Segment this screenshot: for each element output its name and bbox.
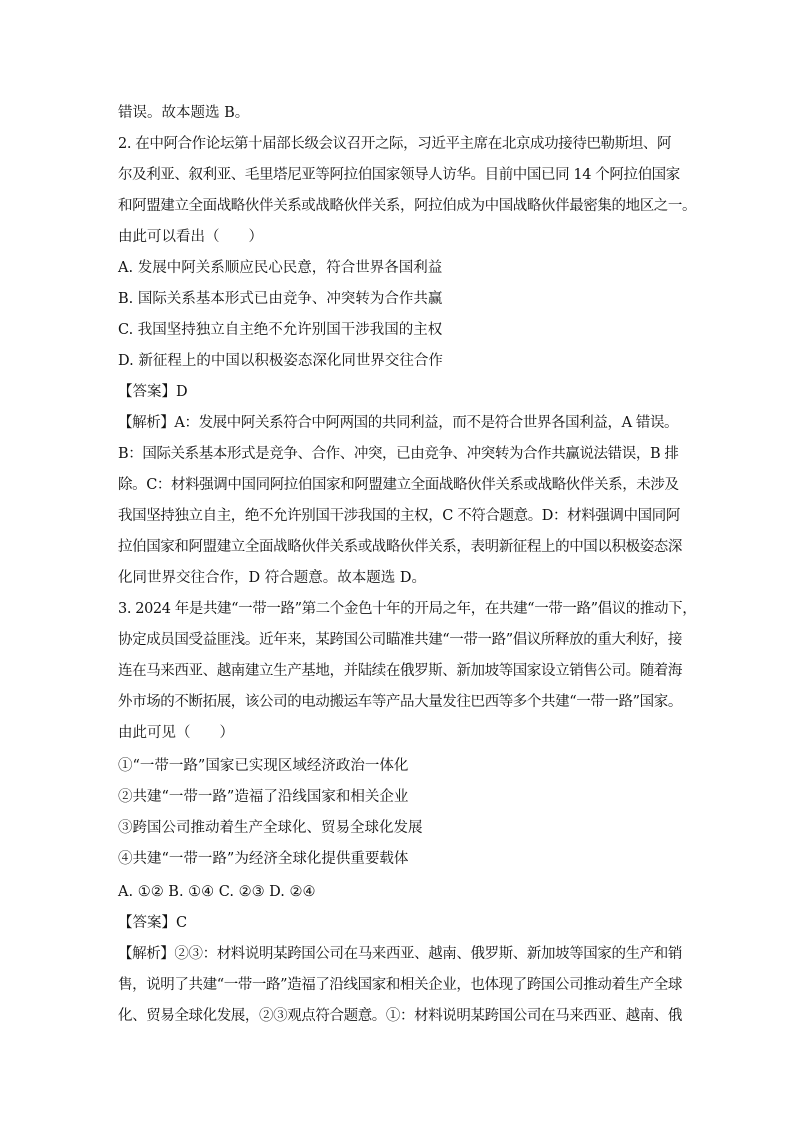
question-2-analysis-line-6: 化同世界交往合作，D 符合题意。故本题选 D。 <box>118 570 426 586</box>
question-2-stem-line-4: 由此可以看出（ ） <box>118 229 263 245</box>
question-3-stem-line-3: 连在马来西亚、越南建立生产基地，并陆续在俄罗斯、新加坡等国家设立销售公司。随着海 <box>118 663 682 679</box>
question-2-option-d: D. 新征程上的中国以积极姿态深化同世界交往合作 <box>118 353 443 369</box>
question-2-analysis-line-1: 【解析】A：发展中阿关系符合中阿两国的共同利益，而不是符合世界各国利益，A 错误。 <box>118 415 679 431</box>
question-3-options: A. ①② B. ①④ C. ②③ D. ②④ <box>118 884 316 900</box>
question-3-statement-2: ②共建“一带一路”造福了沿线国家和相关企业 <box>118 789 409 805</box>
question-2-stem-line-1: 2. 在中阿合作论坛第十届部长级会议召开之际，习近平主席在北京成功接待巴勒斯坦、阿 <box>118 136 672 152</box>
question-3-statement-1: ①“一带一路”国家已实现区域经济政治一体化 <box>118 758 409 774</box>
question-3-analysis-line-2: 售，说明了共建“一带一路”造福了沿线国家和相关企业，也体现了跨国公司推动着生产全球 <box>118 977 682 993</box>
question-3-statement-3: ③跨国公司推动着生产全球化、贸易全球化发展 <box>118 820 423 836</box>
text-line-1: 错误。故本题选 B。 <box>118 105 250 121</box>
question-2-option-a: A. 发展中阿关系顺应民心民意，符合世界各国利益 <box>118 260 443 276</box>
question-3-statement-4: ④共建“一带一路”为经济全球化提供重要载体 <box>118 851 409 867</box>
question-3-analysis-line-3: 化、贸易全球化发展，②③观点符合题意。①：材料说明某跨国公司在马来西亚、越南、俄 <box>118 1008 682 1024</box>
question-3-answer: 【答案】C <box>118 915 188 931</box>
question-2-analysis-line-5: 拉伯国家和阿盟建立全面战略伙伴关系或战略伙伴关系，表明新征程上的中国以积极姿态深 <box>118 539 682 555</box>
question-3-analysis-line-1: 【解析】②③：材料说明某跨国公司在马来西亚、越南、俄罗斯、新加坡等国家的生产和销 <box>118 946 682 962</box>
question-3-stem-line-2: 协定成员国受益匪浅。近年来，某跨国公司瞄准共建“一带一路”倡议所释放的重大利好，接 <box>118 632 682 648</box>
question-2-analysis-line-4: 我国坚持独立自主，绝不允许别国干涉我国的主权，C 不符合题意。D：材料强调中国同阿 <box>118 508 680 524</box>
question-2-answer: 【答案】D <box>118 384 188 400</box>
question-3-stem-line-5: 由此可见（ ） <box>118 725 234 741</box>
question-2-analysis-line-2: B：国际关系基本形式是竞争、合作、冲突，已由竞争、冲突转为合作共赢说法错误，B 排 <box>118 446 679 462</box>
question-3-stem-line-1: 3. 2024 年是共建“一带一路”第二个金色十年的开局之年，在共建“一带一路”倡议的推动下， <box>118 601 697 617</box>
question-2-analysis-line-3: 除。C：材料强调中国同阿拉伯国家和阿盟建立全面战略伙伴关系或战略伙伴关系，未涉及 <box>118 477 679 493</box>
question-2-stem-line-3: 和阿盟建立全面战略伙伴关系或战略伙伴关系，阿拉伯成为中国战略伙伴最密集的地区之一。 <box>118 198 697 214</box>
question-2-stem-line-2: 尔及利亚、叙利亚、毛里塔尼亚等阿拉伯国家领导人访华。目前中国已同 14 个阿拉伯国家 <box>118 167 680 183</box>
question-2-option-b: B. 国际关系基本形式已由竞争、冲突转为合作共赢 <box>118 291 443 307</box>
question-3-stem-line-4: 外市场的不断拓展，该公司的电动搬运车等产品大量发往巴西等多个共建“一带一路”国家。 <box>118 694 682 710</box>
question-2-option-c: C. 我国坚持独立自主绝不允许别国干涉我国的主权 <box>118 322 443 338</box>
